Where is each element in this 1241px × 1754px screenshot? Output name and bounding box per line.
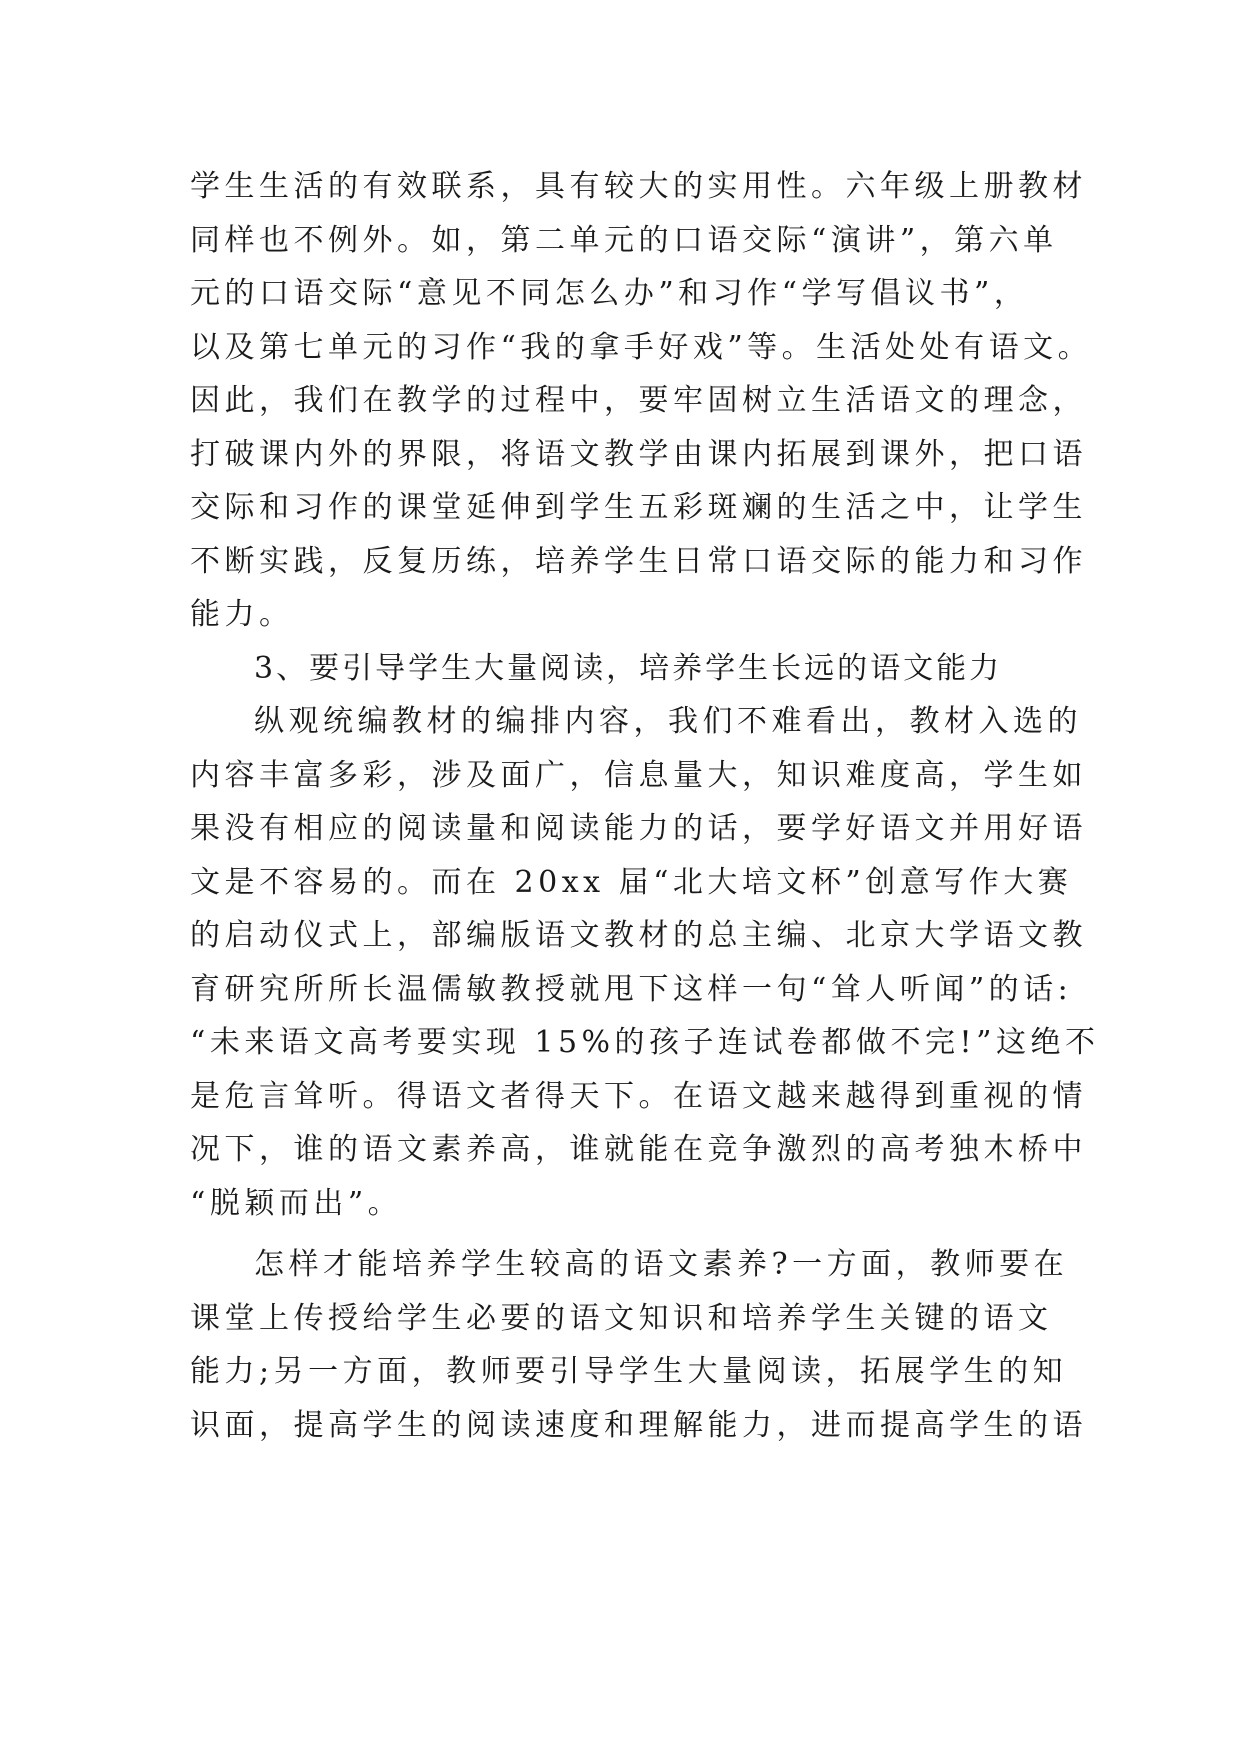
paragraph-2-line: “脱颖而出”。 [190,1185,403,1221]
paragraph-2-line: 育研究所所长温儒敏教授就甩下这样一句“耸人听闻”的话: [190,971,1073,1007]
paragraph-2-line: 况下，谁的语文素养高，谁就能在竞争激烈的高考独木桥中 [190,1132,1087,1167]
paragraph-3-line: 怎样才能培养学生较高的语文素养?一方面，教师要在 [254,1247,1069,1282]
paragraph-3-line: 识面，提高学生的阅读速度和理解能力，进而提高学生的语 [190,1407,1087,1443]
paragraph-1-line: 能力。 [190,597,294,632]
paragraph-2-line: 文是不容易的。而在 20xx 届“北大培文杯”创意写作大赛 [190,864,1073,900]
paragraph-2-line: “未来语文高考要实现 15%的孩子连试卷都做不完!”这绝不 [190,1025,1100,1060]
body-text [190,160,1100,1452]
paragraph-1-line: 元的口语交际“意见不同怎么办”和习作“学写倡议书”， [190,276,1029,311]
paragraph-2-line: 果没有相应的阅读量和阅读能力的话，要学好语文并用好语 [190,811,1087,846]
paragraph-2-line: 的启动仪式上，部编版语文教材的总主编、北京大学语文教 [190,918,1087,953]
paragraph-1-line: 学生生活的有效联系，具有较大的实用性。六年级上册教材 [190,169,1087,204]
paragraph-3-line: 课堂上传授给学生必要的语文知识和培养学生关键的语文 [190,1300,1053,1336]
paragraph-2-line: 纵观统编教材的编排内容，我们不难看出，教材入选的 [254,704,1082,739]
section-heading: 3、要引导学生大量阅读，培养学生长远的语文能力 [254,650,1003,686]
paragraph-2-line: 是危言耸听。得语文者得天下。在语文越来越得到重视的情 [190,1078,1087,1114]
paragraph-1-line: 同样也不例外。如，第二单元的口语交际“演讲”，第六单 [190,222,1058,258]
paragraph-1-line: 以及第七单元的习作“我的拿手好戏”等。生活处处有语文。 [190,329,1093,365]
paragraph-1-line: 打破课内外的界限，将语文教学由课内拓展到课外，把口语 [190,436,1087,472]
paragraph-gap [190,1230,1060,1238]
paragraph-1-line: 不断实践，反复历练，培养学生日常口语交际的能力和习作 [190,543,1087,579]
paragraph-3-line: 能力;另一方面，教师要引导学生大量阅读，拓展学生的知 [190,1354,1068,1389]
paragraph-2-line: 内容丰富多彩，涉及面广，信息量大，知识难度高，学生如 [190,757,1087,793]
paragraph-1-line: 因此，我们在教学的过程中，要牢固树立生活语文的理念， [190,383,1087,418]
paragraph-1-line: 交际和习作的课堂延伸到学生五彩斑斓的生活之中，让学生 [190,490,1087,525]
